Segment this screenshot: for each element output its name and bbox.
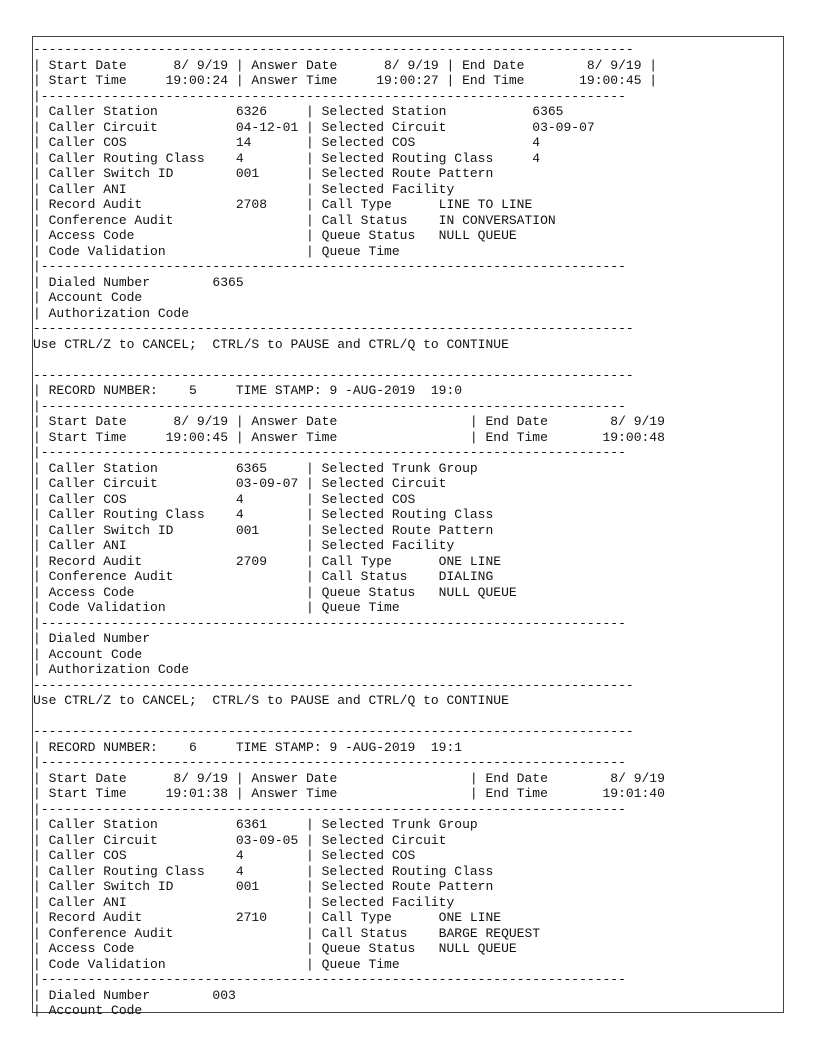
printout-line: | Start Date 8/ 9/19 | Answer Date | End Date 8/ 9/19: [33, 414, 665, 429]
printout-line: -----------------------------------------------------------------------------: [33, 321, 634, 336]
printout-line: | Dialed Number: [33, 631, 151, 646]
printout-line: [33, 709, 665, 725]
printout-line: | RECORD NUMBER: 5 TIME STAMP: 9 -AUG-2019 19:0: [33, 383, 463, 398]
printout-line: | Code Validation | Queue Time: [33, 243, 400, 259]
printout-line: | RECORD NUMBER: 6 TIME STAMP: 9 -AUG-2019 19:1: [33, 739, 463, 755]
printout-line: | Code Validation | Queue Time: [33, 956, 400, 972]
printout-line: |---------------------------------------------------------------------------: [33, 801, 626, 817]
printout-line: | Caller ANI | Selected Facility: [33, 894, 455, 910]
printout-line: | Account Code: [33, 290, 143, 305]
printout-line: | Caller COS 4 | Selected COS: [33, 491, 416, 507]
printout-line: | Account Code: [33, 1003, 143, 1018]
printout-line: Use CTRL/Z to CANCEL; CTRL/S to PAUSE and CTRL/Q to CONTINUE: [33, 336, 509, 352]
printout-line: -----------------------------------------------------------------------------: [33, 42, 634, 57]
report-page: [32, 36, 784, 1018]
printout-line: | Caller Routing Class 4 | Selected Routing Class: [33, 507, 494, 522]
printout-line: |---------------------------------------------------------------------------: [33, 445, 626, 460]
printout-line: | Authorization Code: [33, 305, 190, 321]
printout-line: | Dialed Number 6365: [33, 274, 244, 290]
printout-line: | Caller Station 6365 | Selected Trunk Group: [33, 460, 478, 476]
printout-line: | Start Time 19:01:38 | Answer Time | End Time 19:01:40: [33, 786, 665, 801]
printout-line: | Access Code | Queue Status NULL QUEUE: [33, 584, 517, 600]
printout-line: | Conference Audit | Call Status IN CONVERSATION: [33, 212, 556, 228]
printout-line: -----------------------------------------------------------------------------: [33, 367, 634, 383]
printout-line: |---------------------------------------------------------------------------: [33, 972, 626, 987]
printout-line: -----------------------------------------------------------------------------: [33, 724, 634, 739]
printout-line: | Authorization Code: [33, 662, 190, 677]
printout-line: | Caller Station 6361 | Selected Trunk Group: [33, 817, 478, 832]
printout-line: |---------------------------------------------------------------------------: [33, 88, 626, 104]
printout-line: | Access Code | Queue Status NULL QUEUE: [33, 941, 517, 956]
printout-line: | Start Time 19:00:45 | Answer Time | End Time 19:00:48: [33, 429, 665, 445]
printout-line: |---------------------------------------------------------------------------: [33, 398, 626, 414]
printout-line: | Caller COS 14 | Selected COS 4: [33, 135, 541, 150]
printout-line: | Caller Routing Class 4 | Selected Routing Class: [33, 863, 494, 879]
printout-line: | Caller Station 6326 | Selected Station 6365: [33, 104, 564, 119]
printout-line: | Access Code | Queue Status NULL QUEUE: [33, 228, 517, 243]
printout-line: | Record Audit 2709 | Call Type ONE LINE: [33, 553, 502, 569]
printout-line: |---------------------------------------------------------------------------: [33, 615, 626, 631]
printout-line: | Start Date 8/ 9/19 | Answer Date 8/ 9/19 | End Date 8/ 9/19 |: [33, 57, 658, 73]
printout-line: | Caller COS 4 | Selected COS: [33, 848, 416, 863]
printout-line: |---------------------------------------------------------------------------: [33, 755, 626, 770]
printout-line: | Record Audit 2708 | Call Type LINE TO LINE: [33, 197, 533, 212]
printout-line: | Code Validation | Queue Time: [33, 600, 400, 615]
printout-line: | Caller Switch ID 001 | Selected Route Pattern: [33, 879, 494, 894]
printout-line: | Caller ANI | Selected Facility: [33, 538, 455, 553]
printout-line: | Caller Routing Class 4 | Selected Routing Class 4: [33, 150, 541, 166]
printout-line: Use CTRL/Z to CANCEL; CTRL/S to PAUSE and CTRL/Q to CONTINUE: [33, 693, 509, 708]
printout-line: | Caller ANI | Selected Facility: [33, 181, 455, 197]
printout-line: | Conference Audit | Call Status BARGE REQUEST: [33, 925, 541, 941]
printout-line: | Dialed Number 003: [33, 987, 236, 1003]
printout-line: | Caller Switch ID 001 | Selected Route Pattern: [33, 166, 494, 181]
printout-line: | Caller Circuit 03-09-07 | Selected Circuit: [33, 476, 447, 491]
printout-line: | Conference Audit | Call Status DIALING: [33, 569, 494, 584]
printout-line: | Start Time 19:00:24 | Answer Time 19:00:27 | End Time 19:00:45 |: [33, 73, 658, 88]
printout-line: | Caller Circuit 04-12-01 | Selected Circuit 03-09-07: [33, 119, 595, 135]
printout-line: |---------------------------------------------------------------------------: [33, 259, 626, 274]
printout-line: | Record Audit 2710 | Call Type ONE LINE: [33, 910, 502, 925]
printout-line: -----------------------------------------------------------------------------: [33, 677, 634, 693]
call-record-printout: [33, 42, 665, 1019]
printout-line: | Caller Circuit 03-09-05 | Selected Circuit: [33, 832, 447, 848]
printout-line: | Caller Switch ID 001 | Selected Route Pattern: [33, 522, 494, 538]
printout-line: [33, 352, 665, 368]
printout-line: | Start Date 8/ 9/19 | Answer Date | End Date 8/ 9/19: [33, 770, 665, 786]
printout-line: | Account Code: [33, 646, 143, 662]
